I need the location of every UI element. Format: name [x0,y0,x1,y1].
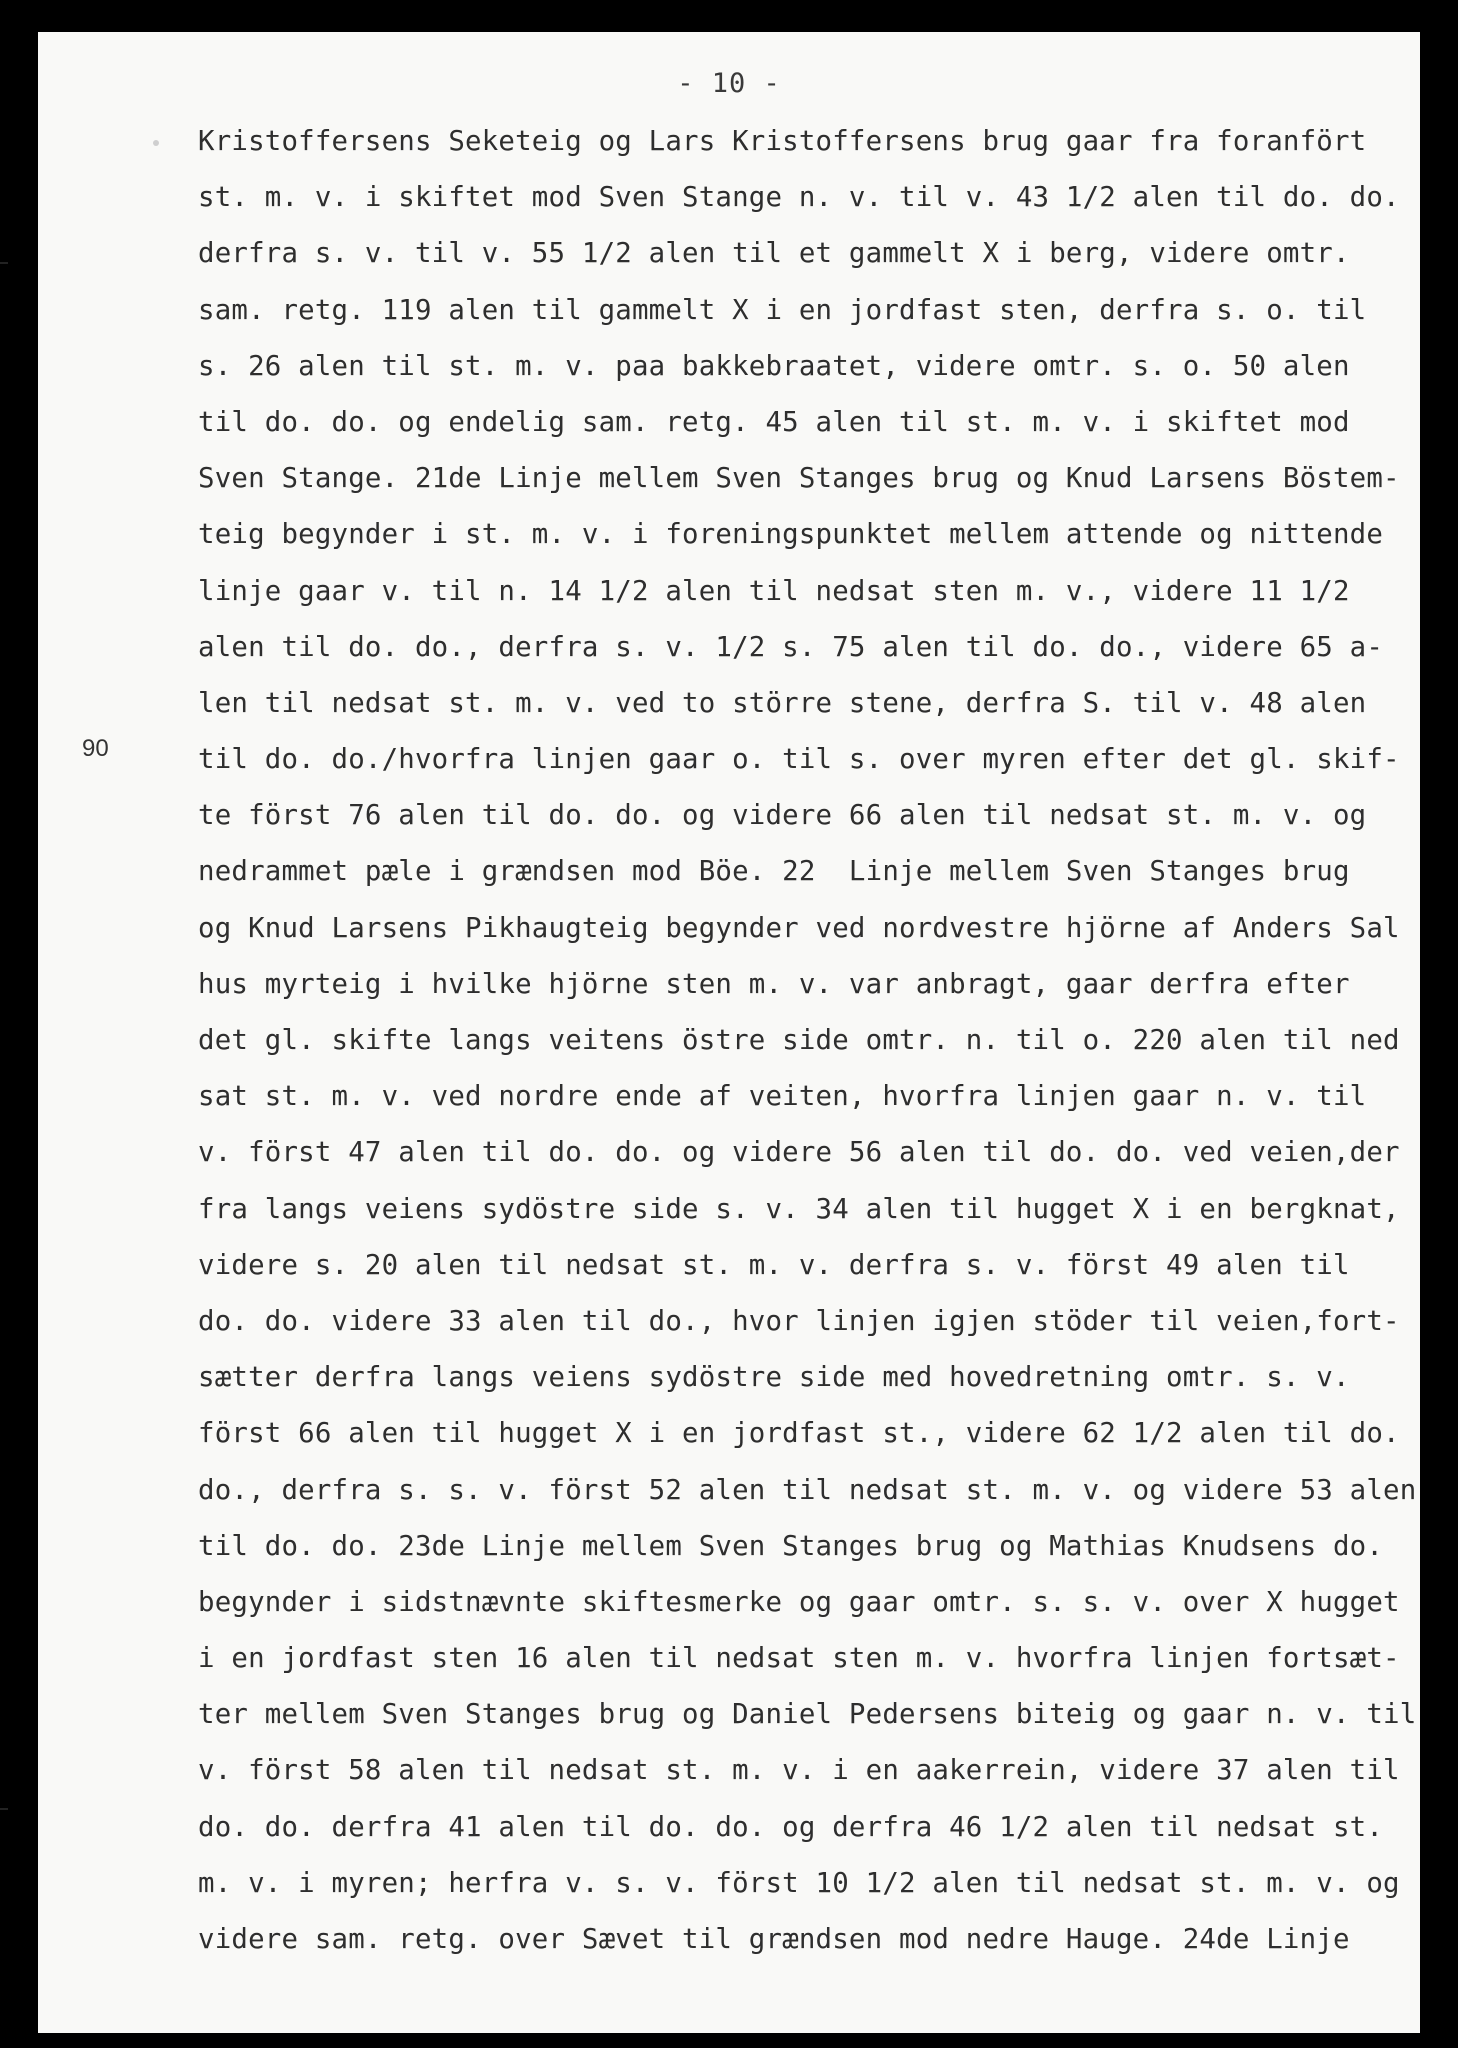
text-line: do. do. derfra 41 alen til do. do. og derfra 46 1/2 alen til nedsat st. [198,1811,1384,1843]
page-smudge [153,140,159,146]
text-line: videre sam. retg. over Sævet til grændsen mod nedre Hauge. 24de Linje [198,1924,1350,1955]
text-line: v. först 47 alen til do. do. og videre 56 alen til do. do. ved veien,der [198,1137,1400,1169]
margin-note: 90 [82,735,109,762]
text-line: m. v. i myren; herfra v. s. v. först 10 1/2 alen til nedsat st. m. v. og [198,1867,1400,1899]
text-line: det gl. skifte langs veitens östre side omtr. n. til o. 220 alen til ned [198,1025,1400,1056]
text-line: do. do. videre 33 alen til do., hvor linjen igjen stöder til veien,fort- [198,1305,1400,1337]
text-line: alen til do. do., derfra s. v. 1/2 s. 75 alen til do. do., videre 65 a- [198,631,1384,663]
text-line: begynder i sidstnævnte skiftesmerke og gaar omtr. s. s. v. over X hugget [198,1586,1400,1618]
text-line: hus myrteig i hvilke hjörne sten m. v. var anbragt, gaar derfra efter [198,968,1350,1000]
text-line: len til nedsat st. m. v. ved to större stene, derfra S. til v. 48 alen [198,687,1367,719]
text-line: videre s. 20 alen til nedsat st. m. v. derfra s. v. först 49 alen til [198,1249,1350,1281]
text-line: Kristoffersens Seketeig og Lars Kristoffersens brug gaar fra foranfört [198,126,1367,157]
text-line: v. först 58 alen til nedsat st. m. v. i en aakerrein, videre 37 alen til [198,1755,1400,1787]
text-line: sætter derfra langs veiens sydöstre side med hovedretning omtr. s. v. [198,1362,1350,1394]
text-line: derfra s. v. til v. 55 1/2 alen til et gammelt X i berg, videre omtr. [198,238,1350,270]
text-line: Sven Stange. 21de Linje mellem Sven Stanges brug og Knud Larsens Böstem- [198,463,1400,495]
text-line: sat st. m. v. ved nordre ende af veiten, hvorfra linjen gaar n. v. til [198,1081,1367,1113]
text-line: st. m. v. i skiftet mod Sven Stange n. v. til v. 43 1/2 alen til do. do. [198,182,1400,214]
text-line: til do. do. 23de Linje mellem Sven Stanges brug og Mathias Knudsens do. [198,1530,1384,1562]
text-line: te först 76 alen til do. do. og videre 66 alen til nedsat st. m. v. og [198,800,1367,832]
scan-edge-mark [0,1808,8,1810]
text-line: fra langs veiens sydöstre side s. v. 34 alen til hugget X i en bergknat, [198,1193,1400,1225]
page-number: - 10 - [677,68,781,99]
text-line: do., derfra s. s. v. först 52 alen til nedsat st. m. v. og videre 53 alen [198,1474,1417,1506]
text-line: til do. do. og endelig sam. retg. 45 alen til st. m. v. i skiftet mod [198,406,1350,438]
scan-edge-mark [0,262,8,264]
text-line: og Knud Larsens Pikhaugteig begynder ved nordvestre hjörne af Anders Sal [198,912,1400,944]
text-line: ter mellem Sven Stanges brug og Daniel Pedersens biteig og gaar n. v. til [198,1699,1417,1731]
text-line: teig begynder i st. m. v. i foreningspunktet mellem attende og nittende [198,519,1384,551]
text-line: linje gaar v. til n. 14 1/2 alen til nedsat sten m. v., videre 11 1/2 [198,575,1350,607]
text-line: til do. do./hvorfra linjen gaar o. til s. over myren efter det gl. skif- [198,744,1400,776]
text-line: först 66 alen til hugget X i en jordfast st., videre 62 1/2 alen til do. [198,1418,1400,1450]
text-line: nedrammet pæle i grændsen mod Böe. 22 Linje mellem Sven Stanges brug [198,856,1350,888]
typed-text-body [198,114,1420,1968]
text-line: s. 26 alen til st. m. v. paa bakkebraatet, videre omtr. s. o. 50 alen [198,350,1350,382]
text-line: sam. retg. 119 alen til gammelt X i en jordfast sten, derfra s. o. til [198,294,1367,326]
text-line: i en jordfast sten 16 alen til nedsat sten m. v. hvorfra linjen fortsæt- [198,1643,1400,1675]
document-page [38,32,1420,2033]
